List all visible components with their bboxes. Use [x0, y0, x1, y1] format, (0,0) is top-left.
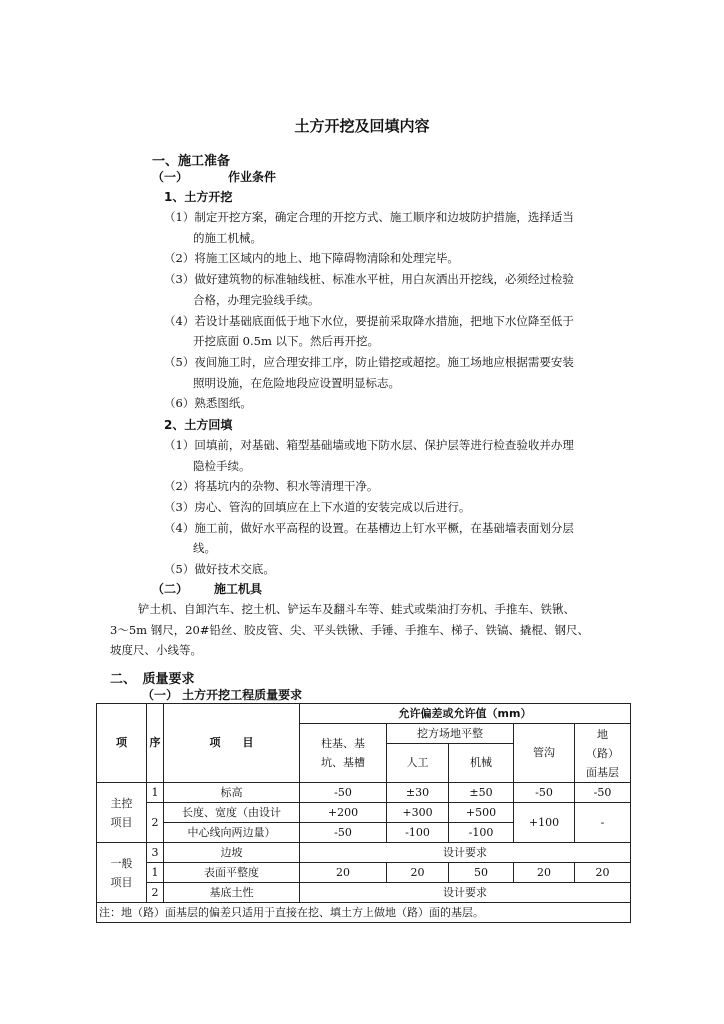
cell-name: 中心线向两边量） — [164, 823, 300, 843]
section-2-subheading: （一） 土方开挖工程质量要求 — [142, 688, 303, 702]
paragraph-line: （4）施工前，做好水平高程的设置。在基槽边上钉水平橛，在基础墙表面划分层 — [164, 521, 574, 535]
cell-seq: 1 — [147, 863, 164, 883]
header-seq: 序 — [147, 704, 164, 783]
cell-name: 表面平整度 — [164, 863, 300, 883]
subsection-1-number: （一） — [152, 170, 189, 184]
cell-value: 50 — [449, 863, 514, 883]
paragraph-line: 铲土机、自卸汽车、挖土机、铲运车及翻斗车等、蛙式或柴油打夯机、手推车、铁锹、 — [138, 602, 575, 616]
cell-seq: 2 — [147, 803, 164, 843]
table-note: 注：地（路）面基层的偏差只适用于直接在挖、填土方上做地（路）面的基层。 — [97, 903, 631, 923]
paragraph-line: （5）夜间施工时，应合理安排工序，防止错挖或超挖。施工场地应根据需要安装 — [164, 355, 574, 369]
cell-value: 20 — [300, 863, 387, 883]
header-manual: 人工 — [387, 744, 449, 783]
section-1-heading: 一、施工准备 — [152, 154, 231, 169]
paragraph-line: 合格，办理完验线手续。 — [193, 293, 320, 307]
cell-name: 标高 — [164, 783, 300, 803]
paragraph-line: （1）回填前，对基础、箱型基础墙或地下防水层、保护层等进行检查验收并办理 — [164, 438, 574, 452]
paragraph-line: 坡度尺、小线等。 — [110, 643, 202, 657]
group-general: 一般 项目 — [97, 843, 147, 903]
cell-seq: 2 — [147, 883, 164, 903]
cell-value: -50 — [514, 783, 575, 803]
cell-value: 20 — [514, 863, 575, 883]
header-name: 项 目 — [164, 704, 300, 783]
paragraph-line: 开挖底面 0.5m 以下。然后再开挖。 — [193, 334, 380, 348]
page-title: 土方开挖及回填内容 — [294, 117, 430, 135]
cell-value: +300 — [387, 803, 449, 823]
cell-name: 边坡 — [164, 843, 300, 863]
part-1-title: 1、土方开挖 — [164, 190, 233, 204]
header-trench: 管沟 — [514, 724, 575, 783]
cell-value: -50 — [575, 783, 631, 803]
subsection-2-number: （二） — [152, 582, 189, 596]
table-row — [97, 803, 631, 823]
paragraph-line: 照明设施，在危险地段应设置明显标志。 — [193, 376, 400, 390]
cell-value: ±30 — [387, 783, 449, 803]
cell-value: +200 — [300, 803, 387, 823]
paragraph-line: 隐检手续。 — [193, 459, 251, 473]
cell-value: -50 — [300, 823, 387, 843]
cell-value: 20 — [387, 863, 449, 883]
cell-value: -100 — [449, 823, 514, 843]
table-row — [97, 883, 631, 903]
paragraph-line: （2）将施工区域内的地上、地下障碍物清除和处理完毕。 — [164, 251, 459, 265]
header-ground-base: 地 （路） 面基层 — [575, 724, 631, 783]
paragraph-line: （3）做好建筑物的标准轴线桩、标准水平桩，用白灰洒出开挖线，必须经过检验 — [164, 272, 574, 286]
cell-seq: 1 — [147, 783, 164, 803]
header-allowance: 允许偏差或允许值（mm） — [300, 704, 631, 724]
cell-value: +100 — [514, 803, 575, 843]
table-row — [97, 783, 631, 803]
paragraph-line: 的施工机械。 — [193, 231, 262, 245]
header-site-leveling: 挖方场地平整 — [387, 724, 514, 744]
cell-value: +500 — [449, 803, 514, 823]
cell-value: 设计要求 — [300, 883, 631, 903]
group-main-control: 主控 项目 — [97, 783, 147, 843]
cell-name: 长度、宽度（由设计 — [164, 803, 300, 823]
paragraph-line: （1）制定开挖方案，确定合理的开挖方式、施工顺序和边坡防护措施，选择适当 — [164, 210, 574, 224]
paragraph-line: 3～5m 钢尺，20#铅丝、胶皮管、尖、平头铁锹、手锤、手推车、梯子、铁镐、撬棍、钢尺、 — [110, 623, 589, 637]
cell-value: - — [575, 803, 631, 843]
paragraph-line: （2）将基坑内的杂物、积水等清理干净。 — [164, 479, 379, 493]
cell-name: 基底土性 — [164, 883, 300, 903]
paragraph-line: （3）房心、管沟的回填应在上下水道的安装完成以后进行。 — [164, 500, 471, 514]
paragraph-line: （4）若设计基础底面低于地下水位，要提前采取降水措施，把地下水位降至低于 — [164, 314, 574, 328]
table-row — [97, 843, 631, 863]
paragraph-line: （6）熟悉图纸。 — [164, 396, 252, 410]
header-column-foundation: 柱基、基 坑、基槽 — [300, 724, 387, 783]
paragraph-line: 线。 — [193, 541, 216, 555]
paragraph-line: （5）做好技术交底。 — [164, 562, 275, 576]
section-2-heading: 二、 质量要求 — [110, 672, 195, 687]
cell-value: 20 — [575, 863, 631, 883]
subsection-1-title: 作业条件 — [228, 170, 277, 184]
subsection-2-title: 施工机具 — [214, 582, 263, 596]
cell-value: 设计要求 — [300, 843, 631, 863]
header-item: 项 — [97, 704, 147, 783]
quality-table — [96, 703, 631, 923]
cell-value: ±50 — [449, 783, 514, 803]
header-machine: 机械 — [449, 744, 514, 783]
cell-value: -50 — [300, 783, 387, 803]
table-row — [97, 863, 631, 883]
cell-seq: 3 — [147, 843, 164, 863]
part-2-title: 2、土方回填 — [164, 418, 233, 432]
cell-value: -100 — [387, 823, 449, 843]
